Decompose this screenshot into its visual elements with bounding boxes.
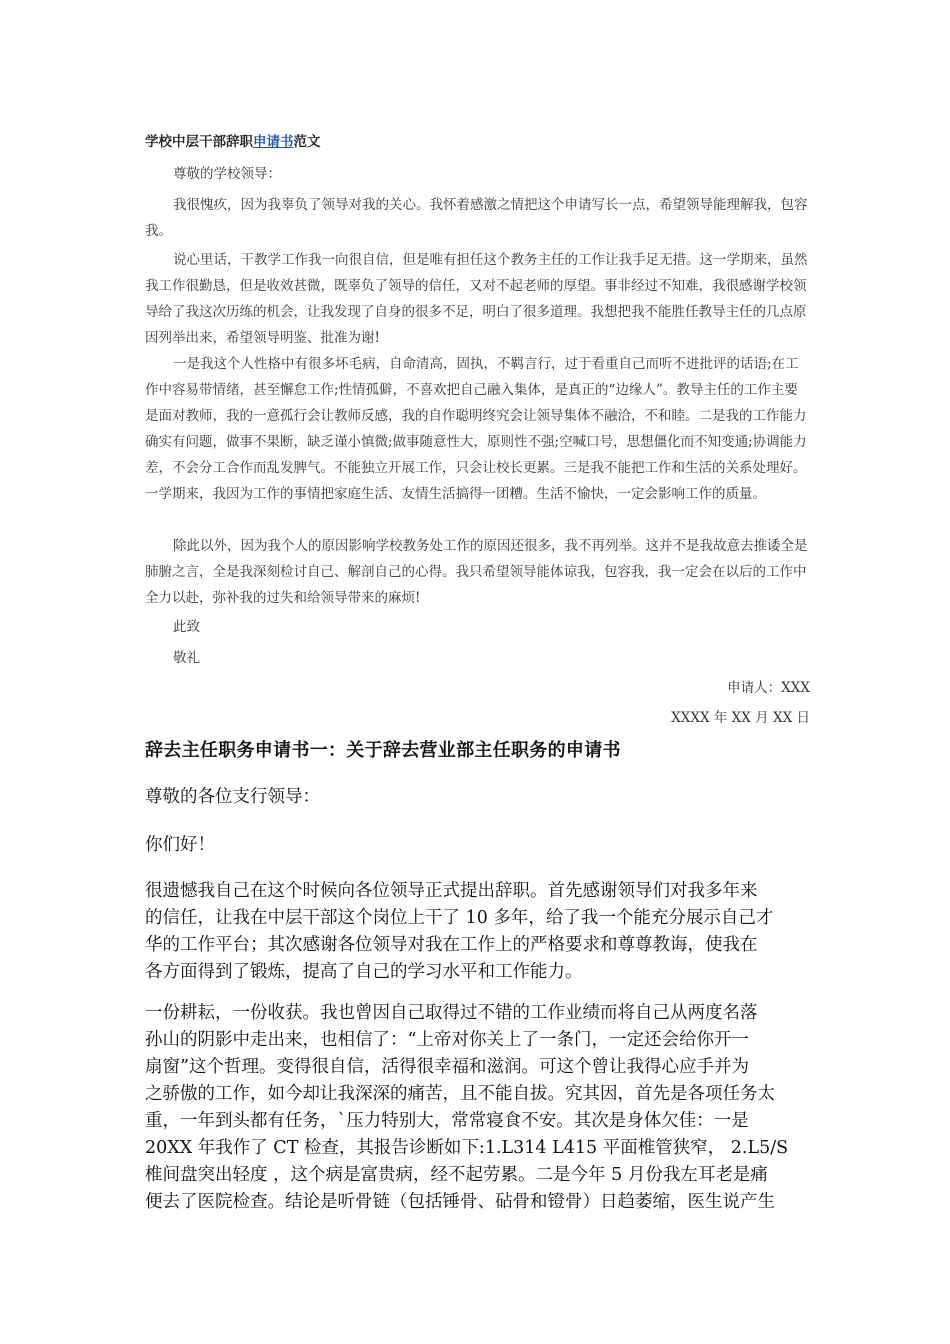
letter1-paragraph-3: 一是我这个人性格中有很多坏毛病，自命清高，固执，不羁言行，过于看重自己而听不进批评的话语;在工作中容易带情绪，甚至懈怠工作;性情孤僻，不喜欢把自己融入集体，是真正的“边缘人”。教导主任的工作主要是面对教师，我的一意孤行会让教师反感，我的自作聪明终究会让领导集体不融洽，不和睦。二是我的工作能力确实有问题，做事不果断，缺乏谨小慎微;做事随意性大，原则性不强;空喊口号，思想僵化而不知变通;协调能力差，不会分工合作而乱发脾气。不能独立开展工作，只会让校长更累。三是我不能把工作和生活的关系处理好。一学期来，我因为工作的事情把家庭生活、友情生活搞得一团糟。生活不愉快，一定会影响工作的质量。 [145,356,807,502]
letter1-paragraph-1: 我很愧疚，因为我辜负了领导对我的关心。我怀着感激之情把这个申请写长一点，希望领导能理解我，包容我。 [145,197,808,239]
letter1-title [145,129,810,155]
letter1-title-suffix: 范文 [293,134,321,150]
text-line: 各方面得到了锻炼，提高了自己的学习水平和工作能力。 [145,962,583,982]
text-line: 孙山的阴影中走出来，也相信了：“上帝对你关上了一条门，一定还会给你开一 [145,1030,749,1050]
text-line: 扇窗”这个哲理。变得很自信，活得很幸福和滋润。可这个曾让我得心应手并为 [145,1057,749,1077]
text-line: 华的工作平台；其次感谢各位领导对我在工作上的严格要求和尊尊教诲，使我在 [145,935,758,955]
letter1-paragraph-2: 说心里话，干教学工作我一向很自信，但是唯有担任这个教务主任的工作让我手足无措。这一学期来，虽然我工作很勤恳，但是收效甚微，既辜负了领导的信任，又对不起老师的厚望。事非经过不知难，我很感谢学校领导给了我这次历练的机会，让我发现了自身的很多不足，明白了很多道理。我想把我不能胜任教导主任的几点原因列举出来，希望领导明鉴、批准为谢! [145,252,808,346]
letter1-title-prefix: 学校中层干部辞职 [145,134,253,150]
letter1-date: XXXX 年 XX 月 XX 日 [671,710,810,726]
text-line: 一份耕耘，一份收获。我也曾因自己取得过不错的工作业绩而将自己从两度名落 [145,1003,758,1023]
letter2-title: 辞去主任职务申请书一：关于辞去营业部主任职务的申请书 [145,740,621,761]
text-line: 之骄傲的工作，如今却让我深深的痛苦，且不能自拔。究其因，首先是各项任务太 [145,1084,775,1104]
letter1-paragraph-4: 除此以外，因为我个人的原因影响学校教务处工作的原因还很多，我不再列举。这并不是我故意去推诿全是肺腑之言，全是我深刻检讨自己、解剖自己的心得。我只希望领导能体谅我，包容我，我一定会在以后的工作中全力以赴，弥补我的过失和给领导带来的麻烦! [145,538,808,606]
letter2-paragraph-1 [145,878,810,986]
application-link[interactable]: 申请书 [253,134,294,150]
letter2-paragraph-2 [145,1000,810,1216]
letter1-salutation: 尊敬的学校领导： [173,166,281,182]
letter1-closing-1: 此致 [173,619,200,635]
letter1-closing-2: 敬礼 [173,650,200,666]
letter1-applicant: 申请人：XXX [727,680,810,696]
text-line: 椎间盘突出轻度 ，这个病是富贵病，经不起劳累。二是今年 5 月份我左耳老是痛 [145,1165,768,1185]
letter2-salutation: 尊敬的各位支行领导： [145,787,320,807]
text-line: 便去了医院检查。结论是听骨链（包括锤骨、砧骨和镫骨）日趋萎缩，医生说产生 [145,1192,775,1212]
text-line: 很遗憾我自己在这个时候向各位领导正式提出辞职。首先感谢领导们对我多年来 [145,881,758,901]
text-line: 重，一年到头都有任务，`压力特别大，常常寝食不安。其次是身体欠佳：一是 [145,1111,749,1131]
text-line: 20XX 年我作了 CT 检查，其报告诊断如下:1.L314 L415 平面椎管狭窄， 2.L5/S [145,1138,789,1158]
text-line: 的信任，让我在中层干部这个岗位上干了 10 多年，给了我一个能充分展示自己才 [145,908,774,928]
letter2-greeting: 你们好！ [145,835,215,855]
